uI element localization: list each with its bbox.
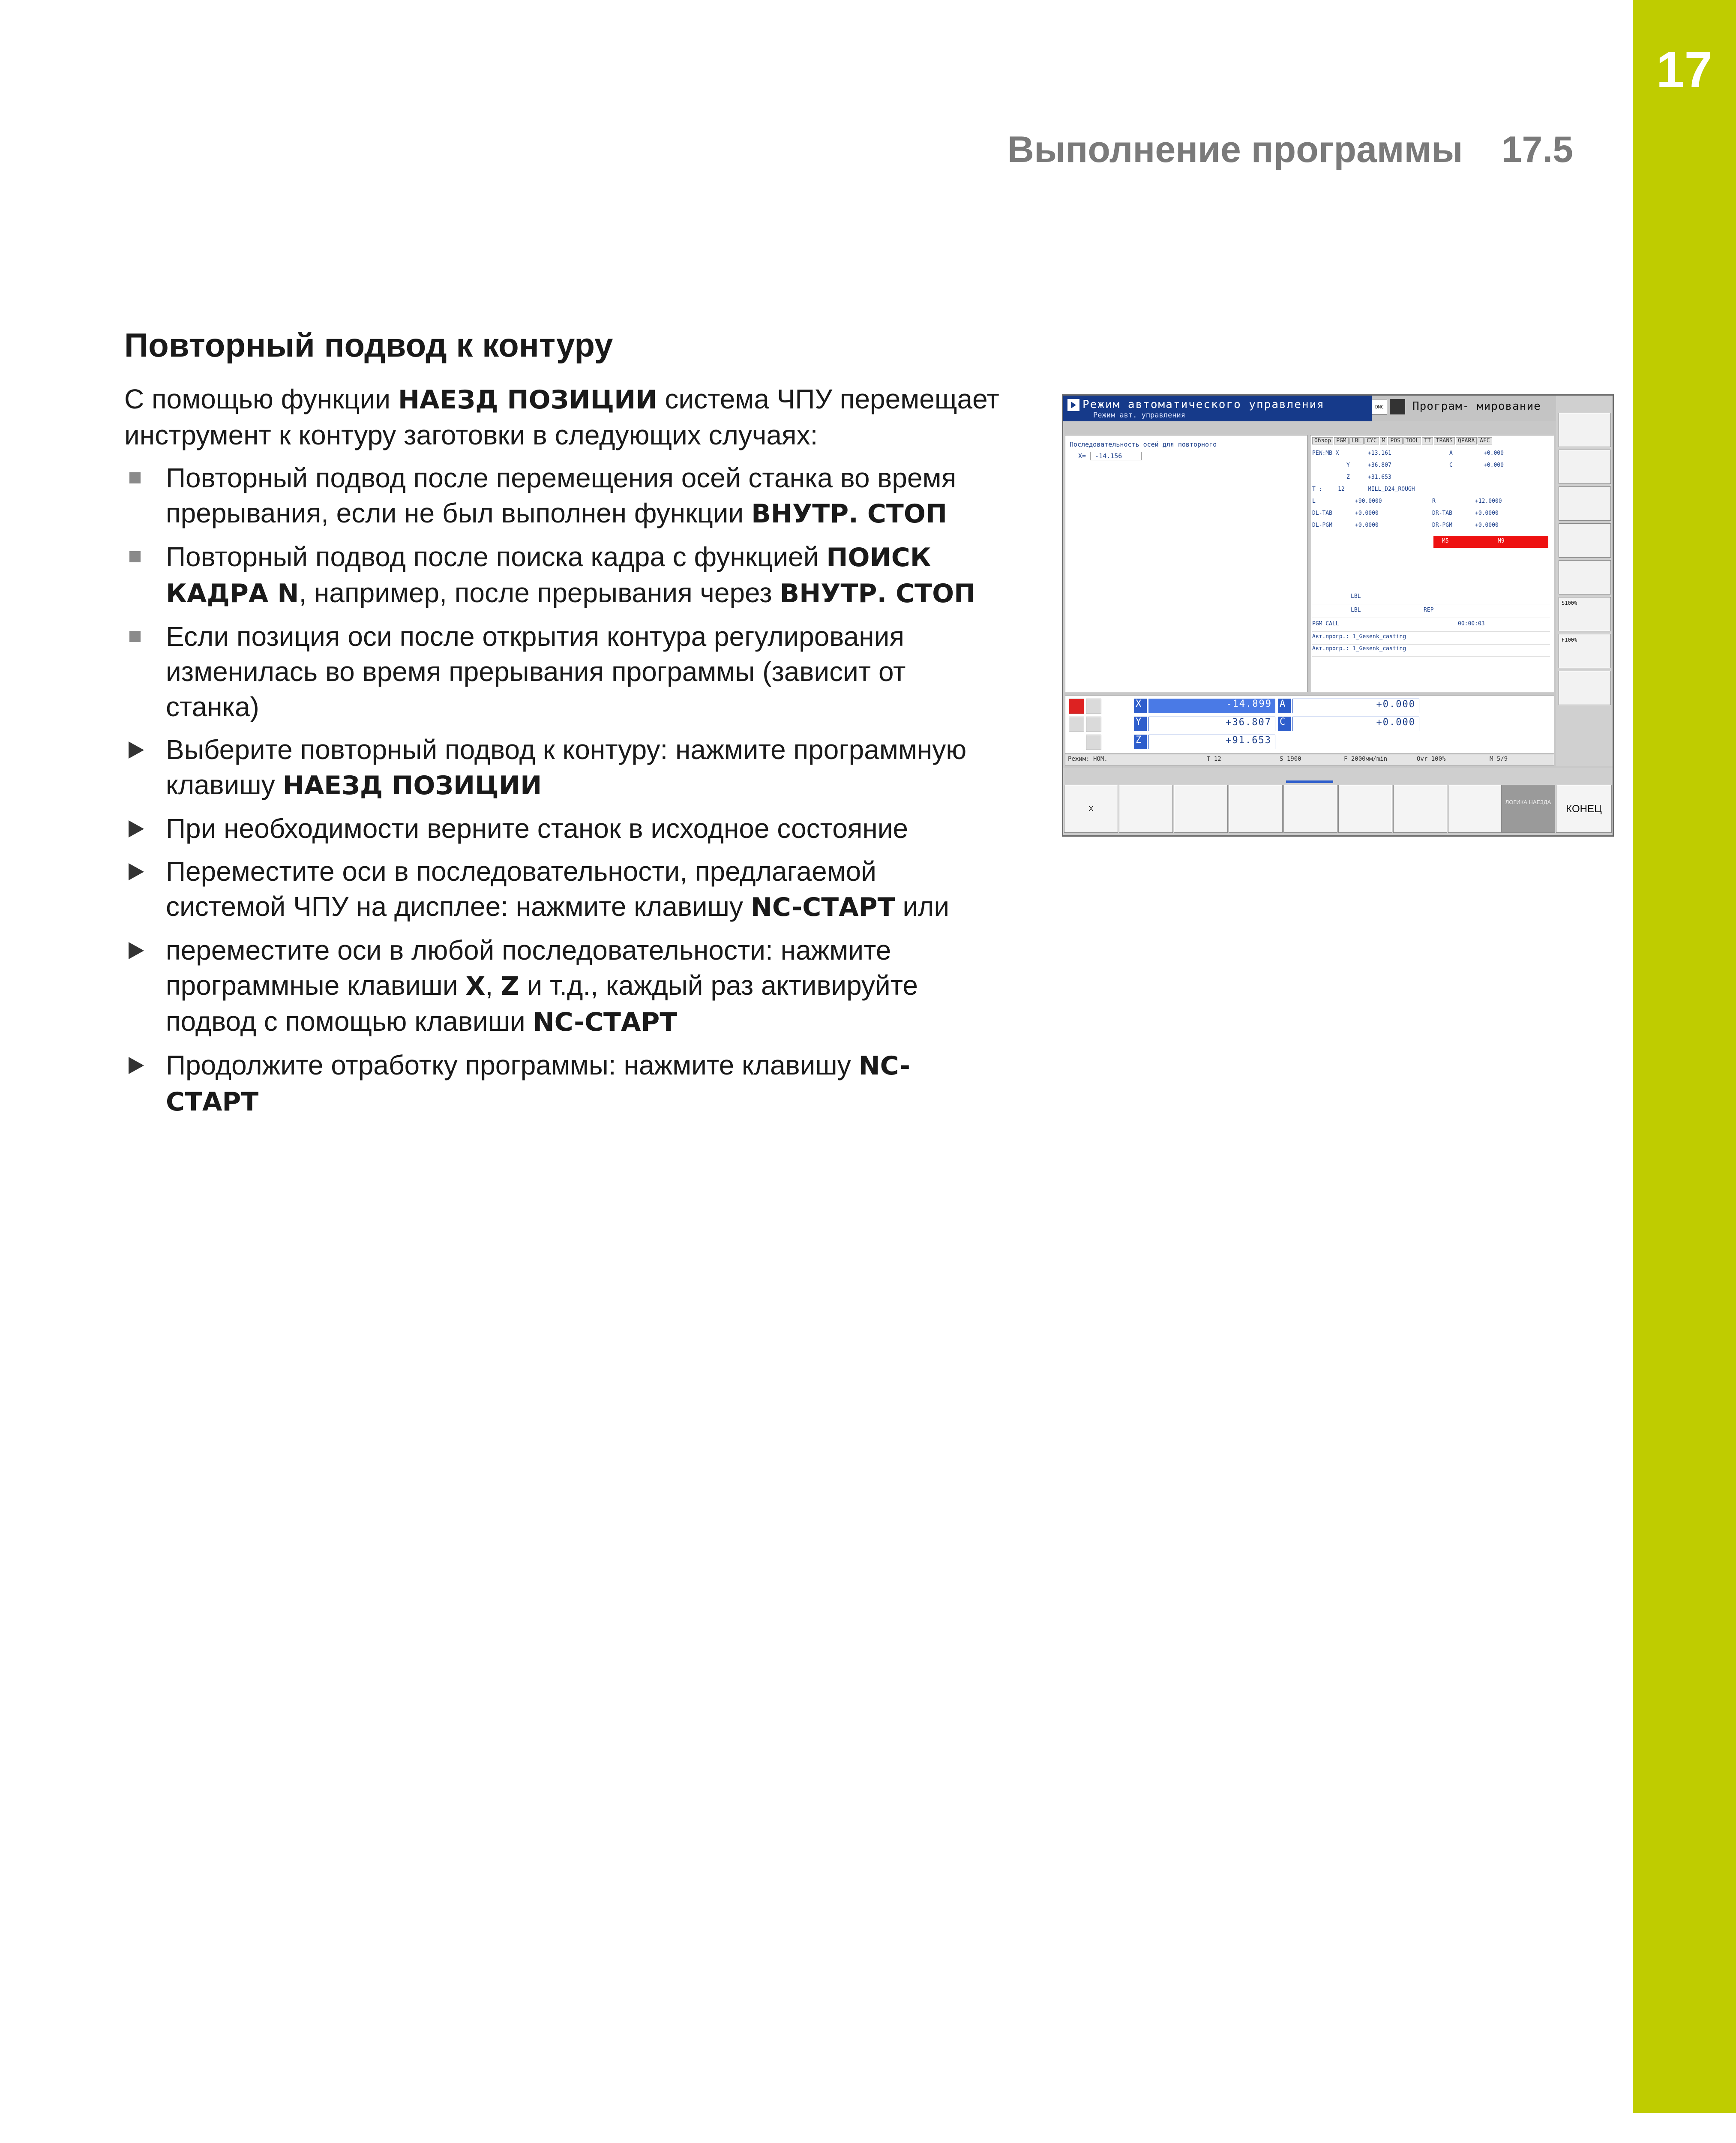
step-bold: Z xyxy=(501,971,519,1001)
cell: DL-TAB xyxy=(1312,510,1332,516)
step-text: переместите оси в любой последовательности: нажмите программные клавиши xyxy=(166,935,891,1001)
axis-label: Z xyxy=(1134,735,1147,749)
cell: DR-TAB xyxy=(1432,510,1452,516)
step-bold: X xyxy=(465,971,486,1001)
tab-pgm[interactable]: PGM xyxy=(1334,437,1348,444)
mode-label: Програм- мирование xyxy=(1412,400,1541,413)
list-item xyxy=(124,539,1003,611)
axis-label: C xyxy=(1278,717,1291,731)
cell: +0.000 xyxy=(1484,450,1504,456)
axis-label: Y xyxy=(1134,717,1147,731)
steps-list xyxy=(124,732,1003,1120)
cell: 12 xyxy=(1338,486,1345,492)
cell: A xyxy=(1449,450,1453,456)
cell: +12.0000 xyxy=(1475,498,1502,504)
axis-name: X= xyxy=(1078,452,1086,460)
side-key-m[interactable] xyxy=(1559,413,1611,447)
program-panel xyxy=(1065,435,1307,692)
tab-pos[interactable]: POS xyxy=(1388,437,1402,444)
axis-value: -14.156 xyxy=(1090,452,1142,460)
tab-afc[interactable]: AFC xyxy=(1478,437,1492,444)
list-item xyxy=(124,619,1003,724)
axis-label: A xyxy=(1278,699,1291,713)
cell: +0.0000 xyxy=(1475,522,1499,528)
case-bold: ВНУТР. СТОП xyxy=(780,579,976,609)
case-text: , например, после прерывания через xyxy=(299,577,780,608)
status-row xyxy=(1312,486,1550,497)
tab-m[interactable]: M xyxy=(1380,437,1388,444)
side-key[interactable] xyxy=(1559,560,1611,594)
cell: +31.653 xyxy=(1368,474,1391,480)
axis-value: +91.653 xyxy=(1148,735,1275,749)
case-text: Если позиция оси после открытия контура регулирования изменилась во время прерывания программы (зависит от станка) xyxy=(166,621,906,722)
cell: DR-PGM xyxy=(1432,522,1452,528)
position-display xyxy=(1065,696,1554,754)
cell: +0.0000 xyxy=(1355,510,1379,516)
status-overview-panel xyxy=(1310,435,1554,692)
list-item xyxy=(124,811,1003,846)
screen-title-bar xyxy=(1063,396,1556,421)
softkey[interactable] xyxy=(1338,785,1392,833)
step-text: При необходимости верните станок в исходное состояние xyxy=(166,813,908,844)
stop-icon xyxy=(1069,699,1084,714)
override-label: S100% xyxy=(1562,600,1577,606)
section-heading: Повторный подвод к контуру xyxy=(124,326,613,364)
softkey[interactable] xyxy=(1229,785,1283,833)
m-value: M 5/9 xyxy=(1490,756,1508,762)
feed-bar xyxy=(1065,754,1554,766)
cell: +0.0000 xyxy=(1355,522,1379,528)
cell: +0.000 xyxy=(1484,462,1504,468)
step-bold: NC-СТАРТ xyxy=(750,892,895,922)
mode-arrow-icon xyxy=(1067,399,1079,411)
dnc-icon: DNC xyxy=(1372,399,1387,414)
cell: Y xyxy=(1346,462,1350,468)
cell: L xyxy=(1312,498,1316,504)
case-bold: ВНУТР. СТОП xyxy=(751,499,947,529)
mode-value: Режим: НОМ. xyxy=(1068,756,1108,762)
cell: LBL xyxy=(1351,593,1361,600)
tab-trans[interactable]: TRANS xyxy=(1434,437,1455,444)
softkey-end[interactable]: КОНЕЦ xyxy=(1556,785,1612,833)
intro-function: НАЕЗД ПОЗИЦИИ xyxy=(398,385,657,415)
axis-value: +36.807 xyxy=(1148,717,1275,731)
cell: +13.161 xyxy=(1368,450,1391,456)
side-key[interactable] xyxy=(1559,671,1611,705)
side-key-t[interactable] xyxy=(1559,486,1611,521)
tab-lbl[interactable]: LBL xyxy=(1349,437,1364,444)
status-row xyxy=(1312,450,1550,461)
cell: DL-PGM xyxy=(1312,522,1332,528)
control-icons xyxy=(1069,699,1129,750)
tab-overview[interactable]: Обзор xyxy=(1312,437,1333,444)
softkey[interactable] xyxy=(1448,785,1502,833)
program-icon xyxy=(1390,399,1405,414)
step-text: Переместите оси в последовательности, предлагаемой системой ЧПУ на дисплее: нажмите клавишу xyxy=(166,856,876,922)
list-item xyxy=(124,854,1003,925)
pgm-call-row xyxy=(1312,621,1550,632)
softkey[interactable] xyxy=(1393,785,1447,833)
softkey-row xyxy=(1063,768,1613,836)
cell: Z xyxy=(1346,474,1350,480)
override-value: Ovr 100% xyxy=(1417,756,1446,762)
m-left: M5 xyxy=(1442,538,1449,544)
status-icon xyxy=(1069,717,1084,732)
active-program-row xyxy=(1312,645,1550,657)
step-text: или xyxy=(895,891,950,922)
cell: +36.807 xyxy=(1368,462,1391,468)
case-bold: ПОИСК КАДРА N xyxy=(166,543,931,609)
axis-value: +0.000 xyxy=(1292,699,1419,713)
axis-value: -14.899 xyxy=(1148,699,1275,713)
list-item xyxy=(124,460,1003,531)
spindle-value: S 1900 xyxy=(1280,756,1301,762)
screen-subtitle: Режим авт. управления xyxy=(1093,411,1185,420)
cases-list xyxy=(124,460,1003,724)
timer: 00:00:03 xyxy=(1458,621,1485,627)
lbl-row xyxy=(1312,593,1550,604)
cell: REP xyxy=(1424,607,1434,613)
side-key-s100[interactable] xyxy=(1559,597,1611,631)
cell: PEW:MB X xyxy=(1312,450,1339,456)
feed-value: F 2000мм/min xyxy=(1344,756,1388,762)
chapter-tab xyxy=(1633,0,1736,2113)
body-text xyxy=(124,381,1003,1127)
status-row xyxy=(1312,498,1550,509)
step-bold: NC-СТАРТ xyxy=(166,1051,910,1117)
tnc-screenshot xyxy=(1062,394,1614,837)
cell: +90.0000 xyxy=(1355,498,1382,504)
chapter-number: 17 xyxy=(1656,42,1713,98)
intro-text-2: система ЧПУ перемещает инструмент к контуру заготовки в следующих случаях: xyxy=(124,384,999,450)
tool-value: T 12 xyxy=(1207,756,1221,762)
side-key[interactable] xyxy=(1559,523,1611,558)
softkey[interactable] xyxy=(1174,785,1228,833)
list-item xyxy=(124,1047,1003,1120)
cell: MILL_D24_ROUGH xyxy=(1368,486,1415,492)
softkey-approach-logic[interactable]: ЛОГИКА НАЕЗДА xyxy=(1501,785,1555,833)
spindle-icon xyxy=(1086,735,1101,750)
status-row xyxy=(1312,474,1550,485)
status-row xyxy=(1312,510,1550,521)
softkey[interactable] xyxy=(1283,785,1337,833)
list-item xyxy=(124,933,1003,1040)
tab-qpara[interactable]: QPARA xyxy=(1456,437,1477,444)
cell: T : xyxy=(1312,486,1322,492)
status-row xyxy=(1312,522,1550,533)
case-text: Повторный подвод после поиска кадра с функцией xyxy=(166,541,827,572)
active-program-row xyxy=(1312,633,1550,645)
screen-title: Режим автоматического управления xyxy=(1082,398,1325,411)
status-icon xyxy=(1086,717,1101,732)
cell: LBL xyxy=(1351,607,1361,613)
tab-tool[interactable]: TOOL xyxy=(1403,437,1421,444)
header-section: 17.5 xyxy=(1501,129,1573,170)
axis-sequence-label: Последовательность осей для повторного xyxy=(1070,441,1217,448)
cell: Акт.прогр.: 1_Gesenk_casting xyxy=(1312,633,1406,640)
side-key-s[interactable] xyxy=(1559,450,1611,484)
step-text: Выберите повторный подвод к контуру: нажмите программную клавишу xyxy=(166,734,967,800)
lbl-row xyxy=(1312,607,1550,618)
axis-label: X xyxy=(1134,699,1147,713)
axis-sequence-row xyxy=(1078,452,1142,460)
step-bold: NC-СТАРТ xyxy=(533,1007,678,1037)
softkey[interactable] xyxy=(1119,785,1173,833)
tab-tt[interactable]: TT xyxy=(1422,437,1433,444)
side-key-f100[interactable] xyxy=(1559,634,1611,668)
cell: PGM CALL xyxy=(1312,621,1339,627)
running-header xyxy=(1007,129,1573,171)
override-label: F100% xyxy=(1562,637,1577,643)
intro-paragraph xyxy=(124,381,1003,453)
step-text: , xyxy=(485,970,501,1001)
header-title: Выполнение программы xyxy=(1007,129,1463,170)
step-text: Продолжите отработку программы: нажмите клавишу xyxy=(166,1050,859,1081)
programming-mode-tab[interactable] xyxy=(1372,396,1556,421)
status-icon xyxy=(1086,699,1101,714)
softkey-page-indicator xyxy=(1286,780,1333,783)
step-text: и т.д., каждый раз активируйте подвод с помощью клавиши xyxy=(166,970,918,1037)
cell: +0.0000 xyxy=(1475,510,1499,516)
step-bold: НАЕЗД ПОЗИЦИИ xyxy=(282,771,542,801)
cell: Акт.прогр.: 1_Gesenk_casting xyxy=(1312,645,1406,652)
case-text: Повторный подвод после перемещения осей станка во время прерывания, если не был выполнен функции xyxy=(166,462,956,528)
status-row xyxy=(1312,462,1550,473)
m-function-indicator xyxy=(1433,536,1548,548)
m-right: M9 xyxy=(1498,538,1505,544)
intro-text-1: С помощью функции xyxy=(124,384,398,414)
axis-value: +0.000 xyxy=(1292,717,1419,731)
cell: R xyxy=(1432,498,1436,504)
softkey-x[interactable]: X xyxy=(1064,785,1118,833)
tab-cyc[interactable]: CYC xyxy=(1364,437,1379,444)
status-tabs xyxy=(1312,437,1553,447)
vertical-softkeys xyxy=(1556,396,1613,766)
list-item xyxy=(124,732,1003,803)
cell: C xyxy=(1449,462,1453,468)
